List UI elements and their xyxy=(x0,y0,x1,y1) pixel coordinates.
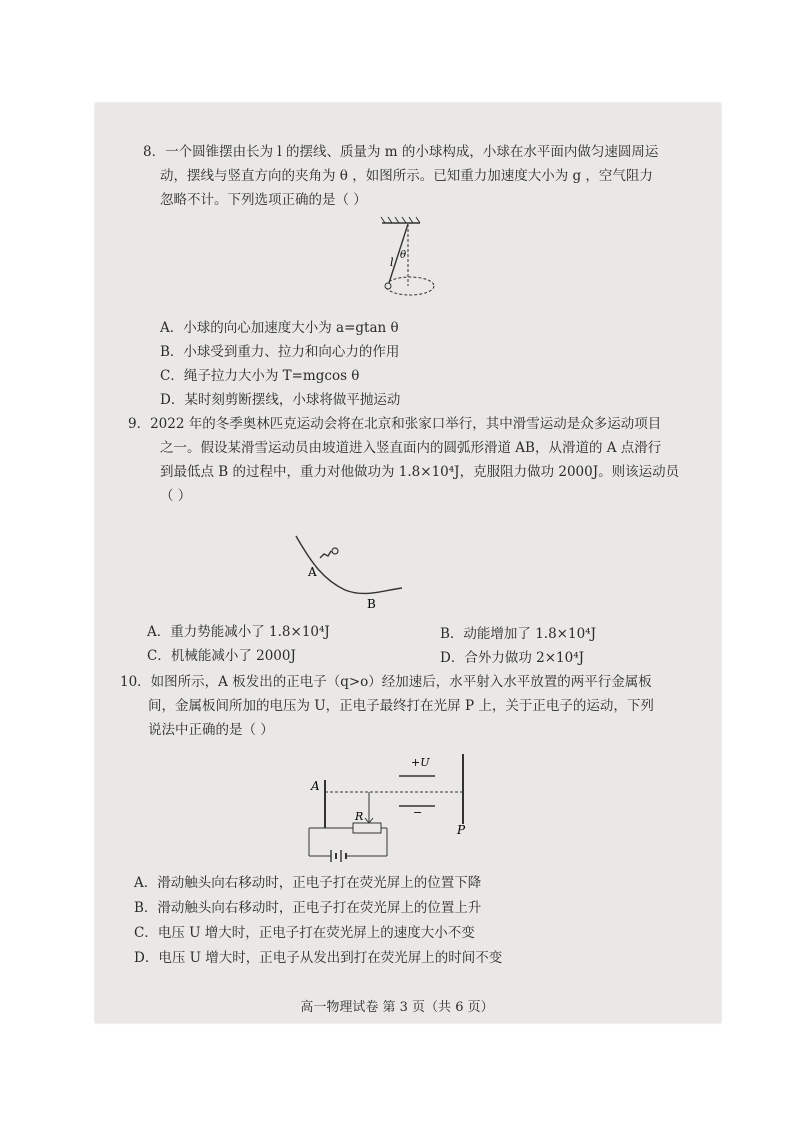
q8-option-d: D．某时刻剪断摆线，小球将做平抛运动 xyxy=(160,392,401,408)
point-b-label: B xyxy=(367,597,376,611)
q9-option-b: B．动能增加了 1.8×10⁴J xyxy=(440,626,596,642)
q8-option-b: B．小球受到重力、拉力和向心力的作用 xyxy=(160,344,400,360)
q9-stem-line-1: 9．2022 年的冬季奥林匹克运动会将在北京和张家口举行，其中滑雪运动是众多运动项目 xyxy=(128,416,662,432)
ski-slope-figure xyxy=(290,530,410,614)
q9-stem-line-4: （ ） xyxy=(160,488,192,504)
q9-option-d: D．合外力做功 2×10⁴J xyxy=(440,650,585,666)
q9-stem-line-2: 之一。假设某滑雪运动员由坡道进入竖直面内的圆弧形滑道 AB，从滑道的 A 点滑行 xyxy=(160,440,662,456)
conical-pendulum-figure xyxy=(370,214,450,306)
point-a-label: A xyxy=(308,565,317,579)
q10-option-a: A．滑动触头向右移动时，正电子打在荧光屏上的位置下降 xyxy=(134,875,482,891)
q8-option-c: C．绳子拉力大小为 T=mgcos θ xyxy=(160,368,360,384)
q8-stem-line-2: 动，摆线与竖直方向的夹角为 θ ，如图所示。已知重力加速度大小为 g ，空气阻力 xyxy=(160,168,653,184)
length-label: l xyxy=(390,256,394,269)
minus-label: − xyxy=(413,806,423,819)
q10-stem-line-1: 10．如图所示，A 板发出的正电子（q>o）经加速后，水平射入水平放置的两平行金属板 xyxy=(120,674,652,690)
electron-circuit-figure xyxy=(303,748,483,866)
q10-stem-line-3: 说法中正确的是（ ） xyxy=(148,722,274,738)
q10-option-c: C．电压 U 增大时，正电子打在荧光屏上的速度大小不变 xyxy=(134,925,475,941)
screen-p-label: P xyxy=(457,823,466,837)
q8-stem-line-3: 忽略不计。下列选项正确的是（ ） xyxy=(160,192,367,208)
q9-option-c: C．机械能减小了 2000J xyxy=(147,648,296,664)
page-footer: 高一物理试卷 第 3 页（共 6 页） xyxy=(300,1000,494,1015)
rheostat-label: R xyxy=(355,810,364,823)
q9-stem-line-3: 到最低点 B 的过程中，重力对他做功为 1.8×10⁴J，克服阻力做功 2000J。则该运动员 xyxy=(160,464,680,480)
q8-stem-line-1: 8．一个圆锥摆由长为 l 的摆线、质量为 m 的小球构成，小球在水平面内做匀速圆周运 xyxy=(143,144,659,160)
q10-option-d: D．电压 U 增大时，正电子从发出到打在荧光屏上的时间不变 xyxy=(134,950,503,966)
plate-a-label: A xyxy=(311,779,320,793)
q9-option-a: A．重力势能减小了 1.8×10⁴J xyxy=(147,624,330,640)
q10-stem-line-2: 间，金属板间所加的电压为 U，正电子最终打在光屏 P 上，关于正电子的运动，下列 xyxy=(148,698,654,714)
angle-label: θ xyxy=(400,250,407,261)
voltage-label: +U xyxy=(411,756,430,769)
q8-option-a: A．小球的向心加速度大小为 a=gtan θ xyxy=(160,320,399,336)
q10-option-b: B．滑动触头向右移动时，正电子打在荧光屏上的位置上升 xyxy=(134,900,482,916)
